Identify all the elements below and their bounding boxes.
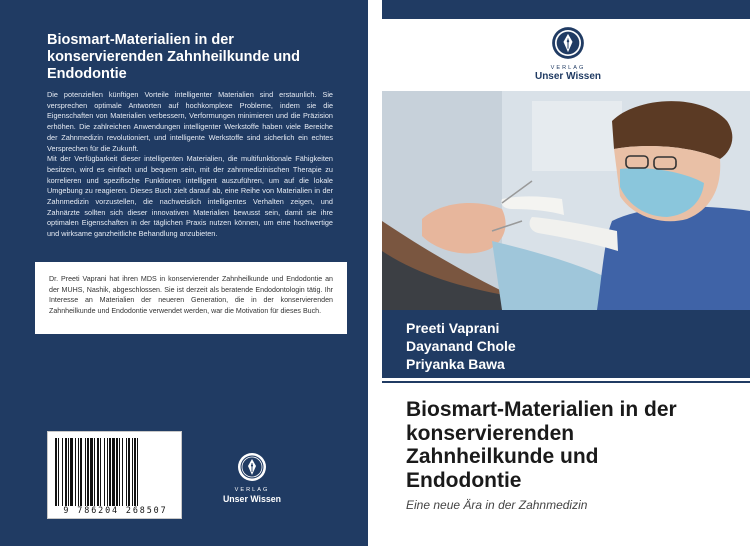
author-name-1: Preeti Vaprani [406,320,500,336]
pen-nib-seal-icon [237,452,267,482]
barcode-digits: 9 786204 268507 [63,505,168,515]
author-name-3: Priyanka Bawa [406,356,505,372]
publisher-verlag-label: VERLAG [550,65,586,71]
front-cover-subtitle: Eine neue Ära in der Zahnmedizin [406,498,588,512]
front-cover-title: Biosmart-Materialien in der konservierenden Zahnheilkunde und Endodontie [406,398,677,492]
barcode-bar [138,438,141,506]
publisher-verlag-label: VERLAG [234,487,270,493]
author-name-2: Dayanand Chole [406,338,516,354]
isbn-barcode [47,431,182,519]
dentist-treating-patient-photo [382,91,750,310]
spine [368,0,382,546]
publisher-name: Unser Wissen [222,494,282,504]
publisher-name: Unser Wissen [534,71,602,82]
back-cover-blurb [47,90,333,240]
back-cover-title: Biosmart-Materialien in der konservierenden Zahnheilkunde und Endodontie [47,32,300,82]
back-cover [0,0,368,546]
blurb-paragraph-1: Die potenziellen künftigen Vorteile intelligenter Materialien sind erstaunlich. Sie versprechen optimale Antworten auf hochkomplexe Probleme, indem sie die Eigenschaften von Materialien verbessern, Verformungen minimieren und die Präzision erhöhen. Die zahlreichen Anwendungen intelligenter Werkstoffe haben viele Bereiche der Zahnmedizin revolutioniert, und intelligente Werkstoffe sind sicherlich ein echtes Versprechen für die Zukunft. [47,90,333,153]
barcode-bars [55,438,175,506]
publisher-logo-front [516,26,620,82]
front-top-band [382,0,750,19]
blurb-paragraph-2: Mit der Verfügbarkeit dieser intelligenten Materialien, die multifunktionale Fähigkeiten besitzen, wird es einfach und bequem sein, mit der zahnmedizinischen Therapie zu korrelieren und spezifische Funktionen intelligent auszuführen, um auf die lokale Umgebung zu reagieren. Dieses Buch zielt darauf ab, eine Reihe von Materialien in der Zahnmedizin vorzustellen, die nachweislich intelligentes Verhalten zeigen, und Zahnärzte sollten sich dieser innovativen Materialien bewusst sein, damit sie ihre optimalen Eigenschaften in der täglichen Praxis nutzen können, um eine hochwertige und wirksame ganzheitliche Behandlung anzubieten. [47,154,333,239]
author-bio-box: Dr. Preeti Vaprani hat ihren MDS in konservierender Zahnheilkunde und Endodontie an der MUHS, Nashik, abgeschlossen. Sie ist derzeit als beratende Endodontologin tätig. Ihr Interesse an Materialien der neueren Generation, die in der konservierenden Zahnheilkunde und Endodontie verwendet werden, war die Motivation für dieses Buch. [35,262,347,334]
authors-band [382,310,750,378]
title-divider [382,381,750,383]
pen-nib-seal-icon [551,26,585,60]
front-cover [382,0,750,546]
publisher-logo-back [206,452,298,504]
